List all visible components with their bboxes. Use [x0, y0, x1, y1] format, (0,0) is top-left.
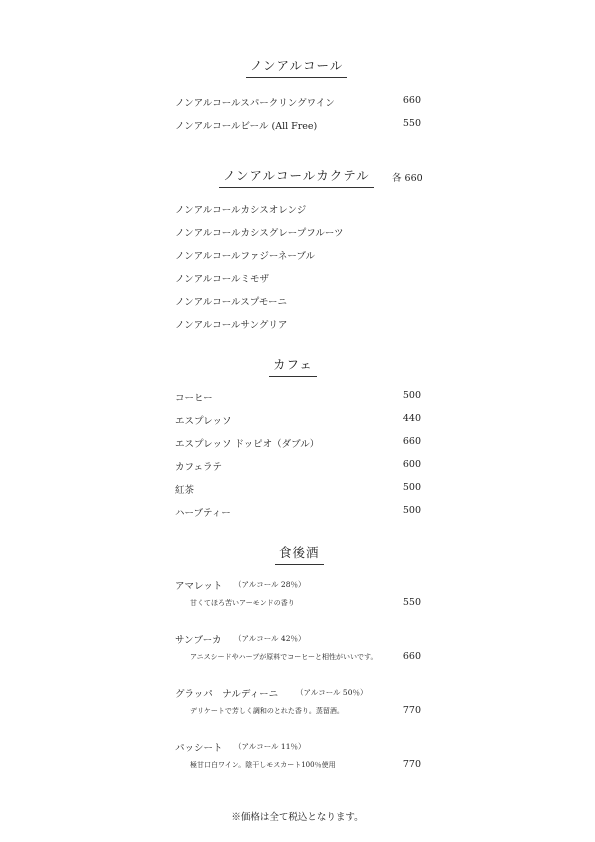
- menu-item: ノンアルコールミモザ: [175, 274, 270, 285]
- menu-item: ノンアルコールサングリア: [175, 320, 288, 331]
- item-name: サンブーカ: [175, 635, 222, 646]
- item-price: 440: [402, 413, 421, 424]
- item-price: 600: [402, 459, 421, 470]
- menu-item: [175, 95, 421, 109]
- menu-item: [175, 436, 421, 450]
- item-abv: （アルコール 50％）: [296, 688, 368, 697]
- item-price: 660: [402, 651, 421, 662]
- item-name: コーヒー: [175, 393, 213, 404]
- section-title-cocktail: ノンアルコールカクテル: [219, 166, 374, 188]
- item-abv: （アルコール 42％）: [234, 634, 306, 643]
- item-price: 770: [402, 705, 421, 716]
- item-price: 770: [402, 759, 421, 770]
- item-price: 500: [402, 505, 421, 516]
- item-abv: （アルコール 28％）: [234, 580, 306, 589]
- menu-item: ノンアルコールファジーネーブル: [175, 251, 316, 262]
- item-description: アニスシードやハーブが原料でコーヒーと相性がいいです。: [190, 653, 378, 661]
- item-name: アマレット: [175, 581, 223, 592]
- section-title-cafe: カフェ: [269, 355, 317, 377]
- item-name: 紅茶: [175, 485, 195, 496]
- menu-item: [175, 390, 421, 404]
- item-price: 660: [402, 436, 421, 447]
- item-price: 550: [402, 597, 421, 608]
- item-description: デリケートで芳しく調和のとれた香り。蒸留酒。: [190, 707, 344, 715]
- menu-item: ノンアルコールカシスグレープフルーツ: [175, 228, 344, 239]
- menu-item: [175, 413, 421, 427]
- item-name: ハーブティー: [175, 508, 231, 519]
- item-price: 660: [402, 95, 421, 106]
- item-name: グラッパ ナルディーニ: [175, 689, 279, 700]
- item-name: ノンアルコールスパークリングワイン: [175, 98, 335, 109]
- item-description: 極甘口白ワイン。陰干しモスカート100％使用: [190, 761, 336, 769]
- item-price: 500: [402, 482, 421, 493]
- item-name: エスプレッソ ドッピオ（ダブル）: [175, 439, 320, 450]
- item-name: エスプレッソ: [175, 416, 232, 427]
- tax-note: ※価格は全て税込となります。: [231, 812, 364, 823]
- menu-item: [175, 505, 421, 519]
- menu-item: [175, 459, 421, 473]
- section-title-nonalcohol: ノンアルコール: [246, 56, 347, 78]
- menu-item: ノンアルコールカシスオレンジ: [175, 205, 307, 216]
- menu-item: ノンアルコールスプモーニ: [175, 297, 288, 308]
- item-name: パッシート: [175, 743, 223, 754]
- cocktail-price-note: 各 660: [392, 173, 423, 184]
- item-price: 550: [402, 118, 421, 129]
- section-title-digestif: 食後酒: [275, 543, 324, 565]
- item-description: 甘くてほろ苦いアーモンドの香り: [190, 599, 295, 607]
- item-price: 500: [402, 390, 421, 401]
- menu-item: [175, 482, 421, 496]
- item-name: ノンアルコールビール (All Free): [175, 121, 318, 132]
- menu-item: [175, 118, 421, 132]
- item-name: カフェラテ: [175, 462, 223, 473]
- item-abv: （アルコール 11％）: [234, 742, 306, 751]
